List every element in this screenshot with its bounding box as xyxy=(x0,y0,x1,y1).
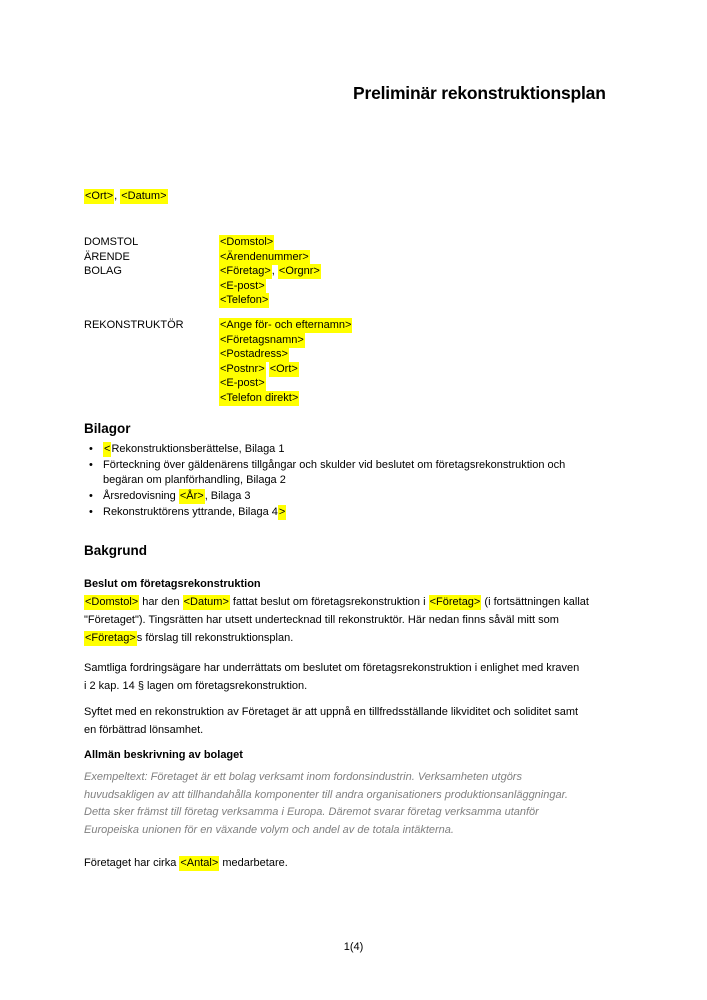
highlighted-placeholder: <Företag> xyxy=(85,632,136,644)
label-domstol: DOMSTOL xyxy=(84,236,139,248)
field-namn-placeholder xyxy=(219,318,352,333)
highlighted-placeholder: <Antal> xyxy=(180,857,219,869)
text-segment: Syftet med en rekonstruktion av Företaget är att uppnå en tillfredsställande likviditet och soliditet samt xyxy=(84,706,579,718)
attachment-item-4 xyxy=(84,505,694,521)
text-segment: Samtliga fordringsägare har underrättats om beslutet om företagsrekonstruktion i enlighet med kraven xyxy=(84,662,580,674)
highlighted-placeholder: <Ort> xyxy=(85,190,114,202)
text-segment: Årsredovisning xyxy=(103,490,179,503)
field-postadress-placeholder xyxy=(219,347,352,362)
decision-subheading: Beslut om företagsrekonstruktion xyxy=(84,578,261,590)
text-segment: , xyxy=(114,190,121,202)
highlighted-placeholder: <Telefon direkt> xyxy=(220,391,299,404)
field-epost-direkt-placeholder xyxy=(219,376,352,391)
text-segment: huvudsakligen av att tillhandahålla komponenter till andra organisationers produktionsanläggningar. xyxy=(84,788,568,801)
text-segment: medarbetare. xyxy=(219,857,288,869)
highlighted-placeholder: <Domstol> xyxy=(220,236,274,248)
highlighted-placeholder: <Domstol> xyxy=(85,596,139,608)
text-segment: Europeiska unionen för en växande volym och andel av de totala intäkterna. xyxy=(84,823,454,836)
field-foretag-orgnr-placeholder xyxy=(219,264,321,279)
text-segment: begäran om planförhandling, Bilaga 2 xyxy=(103,474,286,487)
highlighted-placeholder: <Ort> xyxy=(269,362,298,375)
document-title: Preliminär rekonstruktionsplan xyxy=(353,83,606,103)
creditors-notified-paragraph xyxy=(84,659,694,695)
text-segment: Förteckning över gäldenärens tillgångar och skulder vid beslutet om företagsrekonstruktion och xyxy=(103,458,566,471)
highlighted-placeholder: <Postadress> xyxy=(220,348,288,360)
highlighted-placeholder: <Datum> xyxy=(183,596,229,608)
reconstructor-labels-column xyxy=(84,318,219,333)
court-labels-column xyxy=(84,235,219,279)
label-rekonstruktor: REKONSTRUKTÖR xyxy=(84,319,184,331)
highlighted-placeholder: <Företagsnamn> xyxy=(220,333,304,346)
text-segment: s förslag till rekonstruktionsplan. xyxy=(136,632,294,644)
reconstructor-values-column xyxy=(219,318,352,405)
text-segment: Rekonstruktörens yttrande, Bilaga 4 xyxy=(103,505,278,518)
attachment-item-3 xyxy=(84,489,694,505)
highlighted-placeholder: <E-post> xyxy=(220,377,265,389)
text-segment: "Företaget"). Tingsrätten har utsett undertecknad till rekonstruktör. Här nedan finns såväl mitt som xyxy=(84,614,559,626)
highlighted-placeholder: <Företag> xyxy=(220,265,271,277)
decision-paragraph xyxy=(84,593,694,647)
highlighted-placeholder: <Datum> xyxy=(121,190,167,202)
text-segment: (i fortsättningen kallat xyxy=(481,596,589,608)
label-bolag: BOLAG xyxy=(84,265,122,277)
highlighted-placeholder: <År> xyxy=(179,490,204,503)
company-description-subheading: Allmän beskrivning av bolaget xyxy=(84,749,243,761)
field-arendenummer-placeholder xyxy=(219,250,321,265)
text-segment: , Bilaga 3 xyxy=(204,490,251,503)
place-date-line xyxy=(84,190,168,202)
field-epost-placeholder xyxy=(219,279,321,294)
page-number: 1(4) xyxy=(343,941,364,953)
label-arende: ÄRENDE xyxy=(84,250,130,263)
highlighted-placeholder: <Orgnr> xyxy=(278,265,320,277)
reconstructor-info-block xyxy=(84,318,352,405)
purpose-paragraph xyxy=(84,703,694,739)
field-foretagsnamn-placeholder xyxy=(219,333,352,348)
highlighted-placeholder: <Företag> xyxy=(429,596,481,608)
example-text-paragraph xyxy=(84,769,694,839)
text-segment: Företaget har cirka xyxy=(84,857,180,869)
attachment-item-2 xyxy=(84,458,694,489)
background-heading: Bakgrund xyxy=(84,543,148,558)
text-segment: en förbättrad lönsamhet. xyxy=(84,724,204,736)
highlighted-placeholder: <Postnr> xyxy=(220,362,265,375)
highlighted-placeholder: > xyxy=(278,505,286,518)
highlighted-placeholder: <E-post> xyxy=(220,279,265,292)
attachments-heading: Bilagor xyxy=(84,421,131,436)
text-segment: Detta sker främst till företag verksamma i Europa. Däremot svarar företag verksamma utanför xyxy=(84,806,539,819)
court-info-block xyxy=(84,235,321,308)
highlighted-placeholder: <Telefon> xyxy=(220,294,269,306)
attachment-item-1 xyxy=(84,442,694,458)
court-values-column xyxy=(219,235,321,308)
field-domstol-placeholder xyxy=(219,235,321,250)
attachments-list xyxy=(84,442,694,521)
text-segment: fattat beslut om företagsrekonstruktion i xyxy=(229,596,429,608)
highlighted-placeholder: <Ange för- och efternamn> xyxy=(220,319,352,331)
field-telefon-direkt-placeholder xyxy=(219,391,352,406)
text-segment: Exempeltext: Företaget är ett bolag verksamt inom fordonsindustrin. Verksamheten utgörs xyxy=(84,771,522,783)
text-segment: , xyxy=(271,265,278,277)
text-segment: Rekonstruktionsberättelse, Bilaga 1 xyxy=(111,443,285,455)
highlighted-placeholder: <Ärendenummer> xyxy=(220,250,309,263)
text-segment: i 2 kap. 14 § lagen om företagsrekonstruktion. xyxy=(84,680,308,692)
field-postnr-ort-placeholder xyxy=(219,362,352,377)
field-telefon-placeholder xyxy=(219,293,321,308)
text-segment: har den xyxy=(139,596,183,608)
employees-paragraph xyxy=(84,856,694,871)
highlighted-placeholder: < xyxy=(104,443,111,455)
